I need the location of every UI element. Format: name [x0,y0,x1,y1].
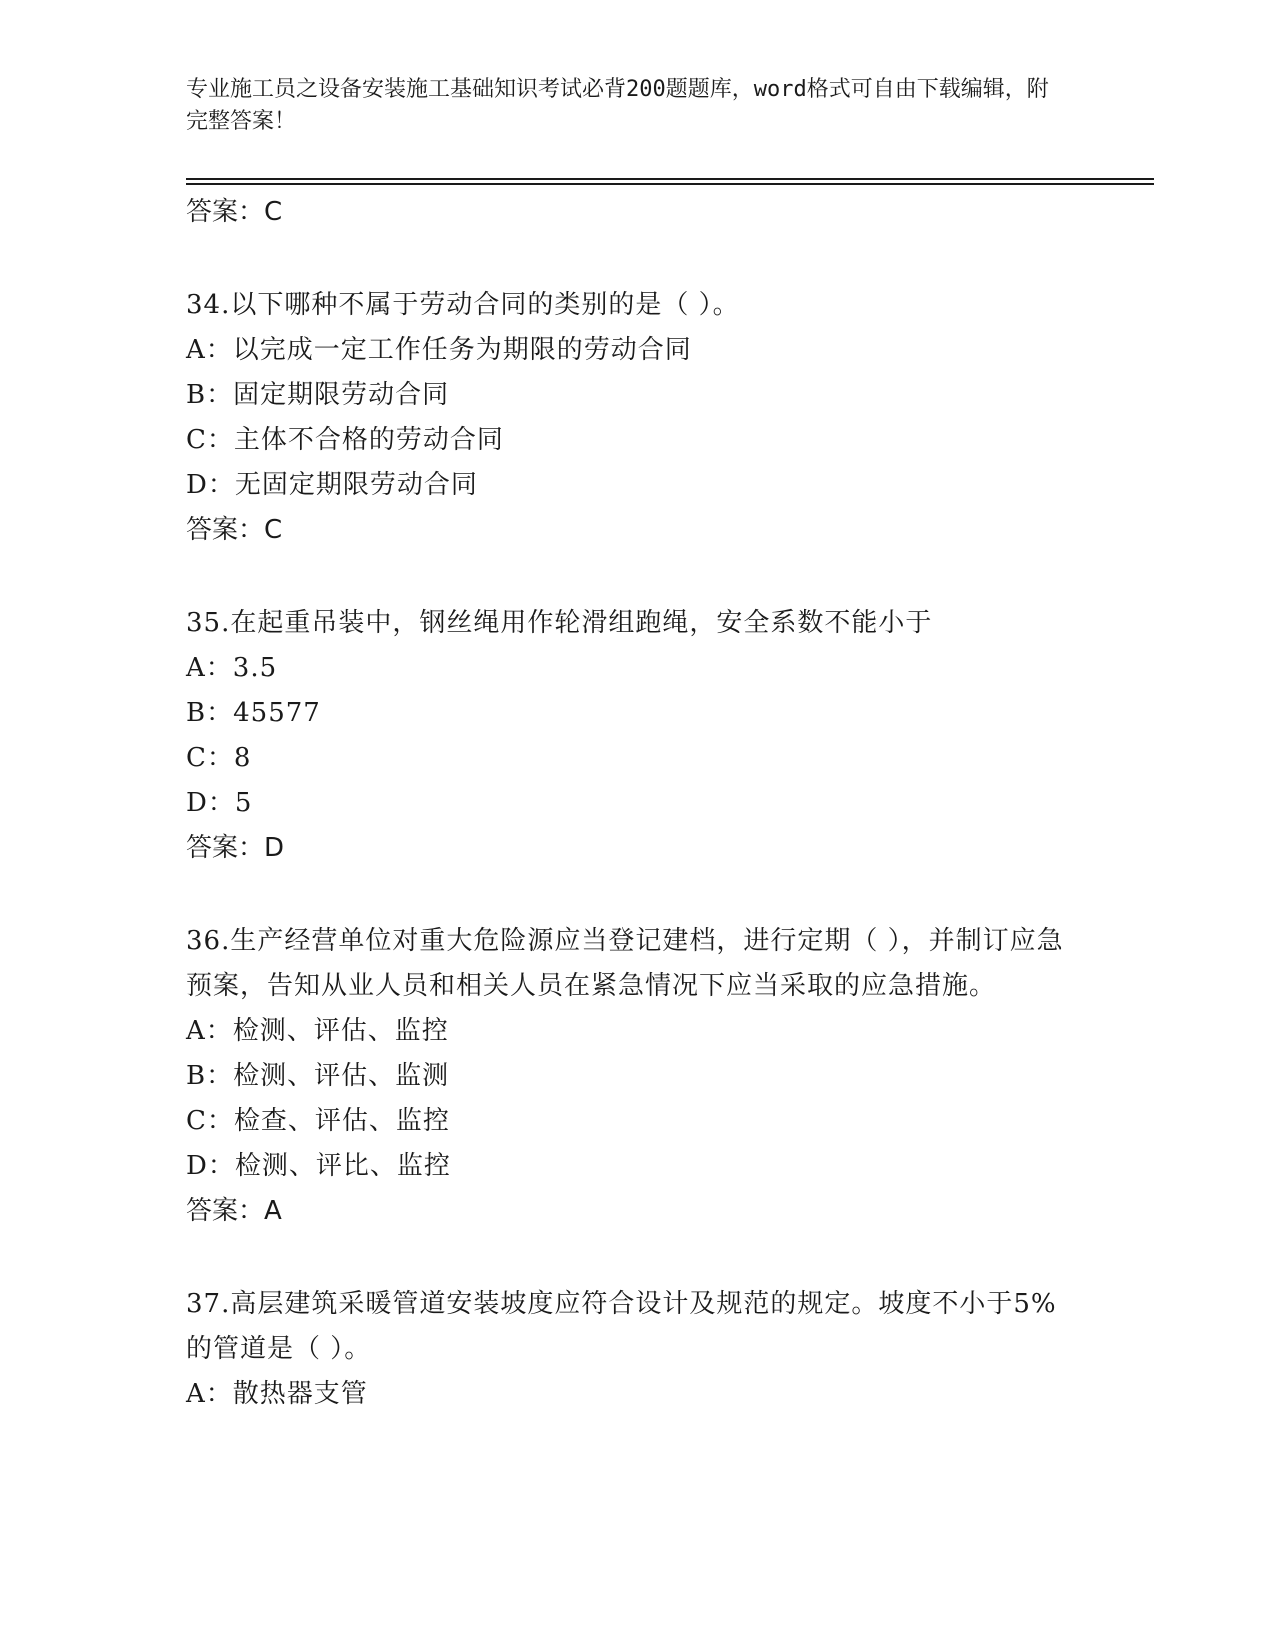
option-d: D：无固定期限劳动合同 [186,470,478,500]
answer-value: C [264,515,283,545]
answer-line [186,508,1086,553]
header-divider-bottom [186,183,1154,185]
question-list [186,190,1086,1417]
answer-line [186,190,1086,235]
answer-label: 答案： [186,1196,265,1226]
option-b: B：固定期限劳动合同 [186,380,450,410]
option-a: A：散热器支管 [186,1379,368,1409]
answer-value: A [264,1196,282,1226]
answer-value: C [264,197,283,227]
option-b: B：检测、评估、监测 [186,1061,450,1091]
answer-value: D [264,833,285,863]
question-stem: 36.生产经营单位对重大危险源应当登记建档，进行定期（ ），并制订应急预案，告知从业人员和相关人员在紧急情况下应当采取的应急措施。 [186,926,1064,1001]
answer-label: 答案： [186,833,265,863]
option-d: D：检测、评比、监控 [186,1151,451,1181]
answer-label: 答案： [186,515,265,545]
answer-line [186,1189,1086,1234]
option-c: C：主体不合格的劳动合同 [186,425,504,455]
option-c: C：8 [186,743,252,773]
question-stem: 34.以下哪种不属于劳动合同的类别的是（ ）。 [186,290,740,320]
question-stem: 37.高层建筑采暖管道安装坡度应符合设计及规范的规定。坡度不小于5%的管道是（ ）。 [186,1289,1057,1364]
option-c: C：检查、评估、监控 [186,1106,450,1136]
option-a: A：以完成一定工作任务为期限的劳动合同 [186,335,692,365]
option-a: A：3.5 [186,653,278,683]
header-description: 专业施工员之设备安装施工基础知识考试必背200题题库，word格式可自由下载编辑，附完整答案！ [186,77,1049,134]
option-d: D：5 [186,788,253,818]
answer-line [186,826,1086,871]
option-b: B：45577 [186,698,321,728]
option-a: A：检测、评估、监控 [186,1016,449,1046]
question-stem: 35.在起重吊装中，钢丝绳用作轮滑组跑绳，安全系数不能小于 [186,608,933,638]
header-divider-top [186,178,1154,180]
answer-label: 答案： [186,197,265,227]
